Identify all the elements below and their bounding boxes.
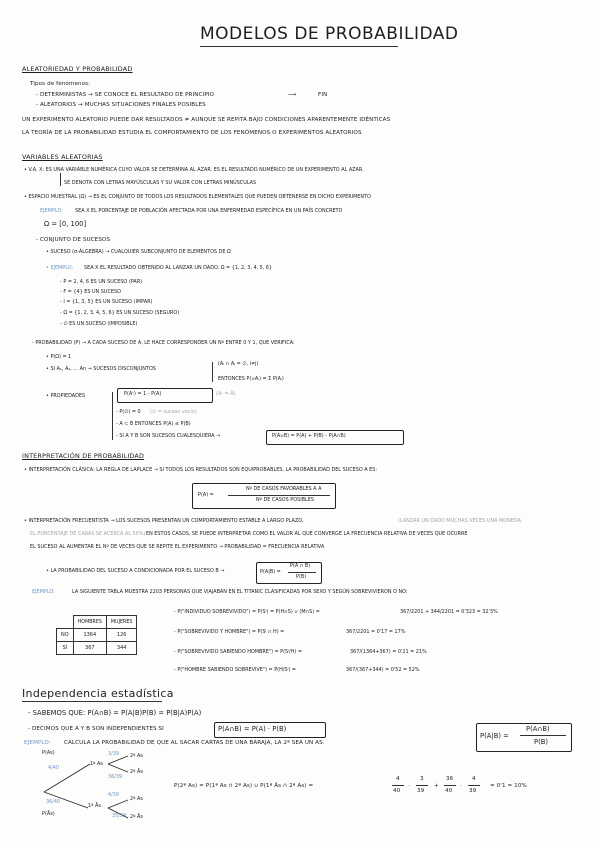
ejemplo3-text: LA SIGUIENTE TABLA MUESTRA 2203 PERSONAS QUE VIAJABAN EN EL TITANIC CLASIFICADAS POR SEXO Y SEGÚN SOBREVIVIERON O NO: bbox=[72, 589, 408, 595]
table-cell bbox=[57, 616, 74, 629]
axiom-disjoint: • SI A₁, A₂, ... An → SUCESOS DISCONJUNTOS bbox=[46, 366, 156, 372]
laplace-lhs: P(A) = bbox=[198, 492, 214, 498]
condicionada-intro: • LA PROBABILIDAD DEL SUCESO A CONDICIONADA POR EL SUCESO B → bbox=[46, 568, 225, 574]
page-title: MODELOS DE PROBABILIDAD bbox=[200, 24, 459, 44]
laplace-numerator: Nº DE CASOS FAVORABLES A A bbox=[246, 486, 322, 492]
calc-sobrevivido-sabiendo-value: 367/(1364+367) = 0'21 = 21% bbox=[350, 649, 427, 655]
tree-b11: 3/39 bbox=[108, 751, 119, 757]
condicionada-line bbox=[288, 572, 316, 573]
conjunto-sucesos: - CONJUNTO DE SUCESOS bbox=[36, 237, 111, 243]
independencia-formula: P(A∩B) = P(A) · P(B) bbox=[218, 725, 287, 733]
frecuentista-line1: • INTERPRETACIÓN FRECUENTISTA → LOS SUCESOS PRESENTAN UN COMPORTAMIENTO ESTABLE A LARGO PLAZO. bbox=[24, 518, 304, 524]
conditional-box-den: P(B) bbox=[534, 738, 549, 746]
sabemos-que: - SABEMOS QUE: P(A∩B) = P(A|B)P(B) = P(B|A)P(A) bbox=[28, 709, 202, 717]
result-f1-num: 4 bbox=[396, 776, 400, 782]
result-plus: + bbox=[434, 783, 439, 789]
frecuentista-note2: EL PORCENTAJE DE CARAS SE ACERCA AL 50%) bbox=[30, 531, 146, 537]
calc-sobrevivido: - P("INDIVIDUO SOBREVIVIDO") = P(Sᴵ) = P(H∩S) ∪ (M∩S) = bbox=[174, 609, 320, 615]
ejemplo4-label: EJEMPLO: bbox=[24, 740, 51, 746]
arrow-fin: ⟶ bbox=[288, 92, 297, 98]
tree-p1: 4/40 bbox=[48, 765, 59, 771]
suceso-imposible: - ∅ ES UN SUCESO (IMPOSIBLE) bbox=[60, 321, 138, 327]
ejemplo1-text: SEA X EL PORCENTAJE DE POBLACIÓN AFECTADA POR UNA ENFERMEDAD ESPECÍFICA EN UN PAÍS CONCRETO bbox=[75, 208, 343, 214]
axiom-bracket bbox=[212, 362, 213, 382]
espacio-muestral: • ESPACIO MUESTRAL (Ω) → ES EL CONJUNTO DE TODOS LOS RESULTADOS ELEMENTALES QUE PUEDEN OBTENERSE EN DICHO EXPERIMENTO bbox=[24, 194, 371, 200]
axiom-omega: • P(Ω) = 1 bbox=[46, 354, 72, 360]
suceso-seguro: - Ω = {1, 2, 3, 4, 5, 6} ES UN SUCESO (SEGURO) bbox=[60, 310, 180, 316]
frecuentista-note1: (LANZAR UN DADO MUCHAS VECES UNA MONEDA, bbox=[398, 518, 523, 524]
result-f2-den: 39 bbox=[417, 788, 425, 794]
condicionada-num: P(A ∩ B) bbox=[290, 563, 311, 569]
condicionada-den: P(B) bbox=[296, 574, 307, 580]
result-f1-line bbox=[392, 785, 404, 786]
section-heading-variables: VARIABLES ALEATORIAS bbox=[22, 153, 103, 161]
ejemplo3-label: EJEMPLO: bbox=[32, 589, 55, 595]
title-underline bbox=[200, 46, 398, 47]
conditional-box-line bbox=[520, 735, 566, 736]
calc-hombre-sabiendo: - P("HOMBRE SABIENDO SOBREVIVE") = P(H/Sᴵ) = bbox=[174, 667, 296, 673]
independientes-def: - DECIMOS QUE A Y B SON INDEPENDIENTES SI bbox=[28, 726, 164, 732]
section-heading-independencia: Independencia estadística bbox=[22, 687, 174, 700]
axiom-sum: ENTONCES P(∪Aᵢ) = Σ P(Aᵢ) bbox=[218, 376, 284, 382]
ejemplo4-text: CALCULA LA PROBABILIDAD DE QUE AL SACAR CARTAS DE UNA BARAJA, LA 2ª SEA UN AS. bbox=[64, 740, 325, 746]
tree-b22: 35/39 bbox=[112, 813, 127, 819]
ejemplo2-label: • EJEMPLO: bbox=[46, 265, 74, 271]
calc-hombre-sabiendo-value: 367/(367+344) = 0'52 = 52% bbox=[346, 667, 420, 673]
aleatorios-line: - ALEATORIOS → MUCHAS SITUACIONES FINALES POSIBLES bbox=[36, 102, 206, 108]
frecuentista-line3: EL SUCESO AL AUMENTAR EL Nº DE VECES QUE SE REPITE EL EXPERIMENTO → PROBABILIDAD = FRECUENCIA RELATIVA bbox=[30, 544, 325, 550]
suceso-cuatro: - F = {4} ES UN SUCESO bbox=[60, 289, 121, 295]
tree-branch bbox=[108, 764, 128, 772]
result-dot1: · bbox=[408, 783, 410, 789]
result-f4-num: 4 bbox=[472, 776, 476, 782]
propiedades-bracket bbox=[112, 392, 113, 440]
empty-set-prop: - P(∅) = 0 bbox=[116, 409, 141, 415]
laplace-denominator: Nº DE CASOS POSIBLES bbox=[256, 497, 314, 503]
calc-sobrevivido-hombre-value: 367/2201 = 0'17 = 17% bbox=[346, 629, 406, 635]
union-formula: P(A∪B) = P(A) + P(B) - P(A∩B) bbox=[272, 433, 346, 439]
tipos-fenomenos: Tipos de fenómenos: bbox=[30, 81, 91, 87]
result-f1-den: 40 bbox=[393, 788, 401, 794]
tree-root-bot: P(Ās) bbox=[42, 811, 55, 817]
frecuentista-line2: EN ESTOS CASOS, SE PUEDE INTERPRETAR COMO EL VALOR AL QUE CONVERGE LA FRECUENCIA RELATIVA DE VECES QUE OCURRE bbox=[146, 531, 468, 537]
table-cell: 1364 bbox=[73, 629, 106, 642]
va-bracket bbox=[60, 173, 61, 186]
tree-branch bbox=[108, 800, 128, 808]
probabilidad-definition: - PROBABILIDAD (P) → A CADA SUCESO DE A, LE HACE CORRESPONDER UN Nº ENTRE 0 Y 1, QUE VERIFICA: bbox=[32, 340, 295, 346]
result-f4-den: 39 bbox=[469, 788, 477, 794]
tree-leaf-11: 2ª As bbox=[130, 753, 143, 759]
section-heading-interpretacion: INTERPRETACIÓN DE PROBABILIDAD bbox=[22, 452, 145, 460]
table-header-row bbox=[57, 616, 137, 629]
complement-note: (Aᶜ = Ā) bbox=[216, 391, 236, 397]
tree-node-2: 1ª Ās bbox=[88, 803, 101, 809]
calc-sobrevivido-hombre: - P("SOBREVIVIDO Y HOMBRE") = P(Sᴵ ∩ H) = bbox=[174, 629, 285, 635]
tree-leaf-22: 2ª Ās bbox=[130, 814, 143, 820]
complement-formula: P(Aᶜ) = 1 - P(A) bbox=[124, 391, 162, 397]
result-f3-num: 36 bbox=[446, 776, 454, 782]
propiedades-label: • PROPIEDADES bbox=[46, 393, 86, 399]
result-f4-line bbox=[468, 785, 480, 786]
table-cell: SÍ bbox=[57, 642, 74, 655]
table-row bbox=[57, 629, 137, 642]
table-cell: 344 bbox=[106, 642, 137, 655]
result-f3-den: 40 bbox=[445, 788, 453, 794]
tree-p2: 36/40 bbox=[46, 799, 61, 805]
result-f2-line bbox=[416, 785, 428, 786]
tree-leaf-12: 2ª Ās bbox=[130, 769, 143, 775]
fin-text: FIN bbox=[318, 92, 328, 98]
tree-branch bbox=[108, 756, 128, 764]
tree-b21: 4/39 bbox=[108, 792, 119, 798]
result-f2-num: 3 bbox=[420, 776, 424, 782]
tree-leaf-21: 2ª As bbox=[130, 796, 143, 802]
laplace-fraction-line bbox=[228, 495, 330, 496]
condicionada-lhs: P(A|B) = bbox=[260, 569, 281, 575]
result-f3-line bbox=[444, 785, 456, 786]
subset-prop: - A ⊂ B ENTONCES P(A) ≤ P(B) bbox=[116, 421, 191, 427]
paragraph-teoria: LA TEORÍA DE LA PROBABILIDAD ESTUDIA EL COMPORTAMIENTO DE LOS FENÓMENOS O EXPERIMENTOS ALEATORIOS bbox=[22, 130, 362, 136]
axiom-disjoint-condition: (Aᵢ ∩ Aⱼ = ∅, i≠j) bbox=[218, 361, 259, 367]
union-prop: - SI A Y B SON SUCESOS CUALESQUIERA → bbox=[116, 433, 221, 439]
titanic-table bbox=[56, 615, 137, 655]
table-row bbox=[57, 642, 137, 655]
result-value: = 0'1 = 10% bbox=[490, 783, 527, 789]
tree-b12: 36/39 bbox=[108, 774, 123, 780]
table-cell: NO bbox=[57, 629, 74, 642]
omega-interval: Ω = [0, 100] bbox=[44, 220, 87, 228]
laplace-intro: • INTERPRETACIÓN CLÁSICA: LA REGLA DE LAPLACE → SI TODOS LOS RESULTADOS SON EQUIPROBABLES, LA PROBABILIDAD DEL SUCESO A ES: bbox=[24, 467, 378, 473]
ejemplo1-label: EJEMPLO: bbox=[40, 208, 63, 214]
result-lhs: P(2ª As) = P(1ª As ∩ 2ª As) ∪ P(1ª Ās ∩ 2ª As) = bbox=[174, 783, 314, 789]
deterministas-line: - DETERMINISTAS → SE CONOCE EL RESULTADO DE PRINCIPIO bbox=[36, 92, 215, 98]
calc-sobrevivido-value: 367/2201 + 344/2201 = 0'323 = 32'3% bbox=[400, 609, 498, 615]
independencia-underline bbox=[22, 701, 162, 702]
empty-set-note: (∅ = suceso vacío) bbox=[150, 409, 197, 415]
suceso-definition: • SUCESO (σ-ÁLGEBRA) → CUALQUIER SUBCONJUNTO DE ELEMENTOS DE Ω bbox=[46, 249, 231, 255]
table-header: MUJERES bbox=[106, 616, 137, 629]
conditional-box-num: P(A∩B) bbox=[526, 725, 550, 733]
va-definition: • V.A. X: ES UNA VARIABLE NUMÉRICA CUYO VALOR SE DETERMINA AL AZAR. ES EL RESULTADO NUMÉRICO DE UN EXPERIMENTO AL AZAR. bbox=[24, 167, 364, 173]
tree-root-top: P(As) bbox=[42, 750, 55, 756]
calc-sobrevivido-sabiendo: - P("SOBREVIVIDO SABIENDO HOMBRE") = P(Sᴵ/H) = bbox=[174, 649, 302, 655]
ejemplo2-text: SEA X EL RESULTADO OBTENIDO AL LANZAR UN DADO. Ω = {1, 2, 3, 4, 5, 6} bbox=[84, 265, 273, 271]
va-notation: SE DENOTA CON LETRAS MAYÚSCULAS Y SU VALOR CON LETRAS MINÚSCULAS bbox=[64, 180, 257, 186]
paragraph-experimento: UN EXPERIMENTO ALEATORIO PUEDE DAR RESULTADOS ≠ AUNQUE SE REPITA BAJO CONDICIONES APARENTEMENTE IDÉNTICAS bbox=[22, 117, 391, 123]
table-cell: 126 bbox=[106, 629, 137, 642]
table-header: HOMBRES bbox=[73, 616, 106, 629]
conditional-box-lhs: P(A|B) = bbox=[480, 732, 509, 740]
tree-node-1: 1ª As bbox=[90, 761, 103, 767]
section-heading-aleatoriedad: ALEATORIEDAD Y PROBABILIDAD bbox=[22, 65, 133, 73]
suceso-impar: - I = {1, 3, 5} ES UN SUCESO (IMPAR) bbox=[60, 299, 153, 305]
result-dot2: · bbox=[460, 783, 462, 789]
suceso-par: - P = 2, 4, 6 ES UN SUCESO (PAR) bbox=[60, 279, 143, 285]
table-cell: 367 bbox=[73, 642, 106, 655]
